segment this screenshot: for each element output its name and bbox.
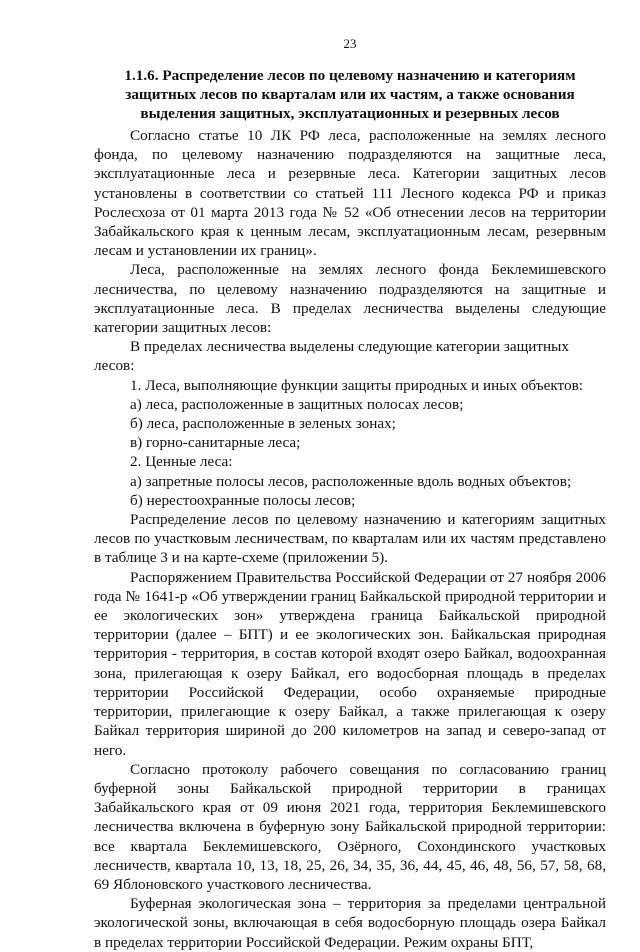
paragraph-distribution: Распределение лесов по целевому назначению и категориям защитных лесов по участковым лесничествам, по кварталам или их частям представлено в таблице 3 и на карте-схеме (приложении 5). [94,511,606,567]
page-number: 23 [343,36,357,51]
list-item: б) нерестоохранные полосы лесов; [130,491,356,509]
paragraph-government-order: Распоряжением Правительства Российской Федерации от 27 ноября 2006 года № 1641-р «Об утверждении границ Байкальской природной территории и ее экологических зон» утверждена граница Байкальской природной территории (далее – БПТ) и ее экологических зон. Байкальская природная территория - территория, в состав которой входят озеро Байкал, водоохранная зона, прилегающая к озеру Байкал, его водосборная площадь в пределах территории Российской Федерации, особо охраняемые природные территории, прилегающие к озеру Байкал, а также прилегающая к озеру Байкал территория шириной до 200 километров на запад и северо-запад от него. [94,568,606,759]
list-item: а) леса, расположенные в защитных полосах лесов; [130,395,464,413]
paragraph-buffer-zone-definition: Буферная экологическая зона – территория за пределами центральной экологической зоны, включающая в себя водосборную площадь озера Байкал в пределах территории Российской Федерации. Режим охраны БПТ, [94,895,606,951]
section-heading [94,66,606,123]
heading-line: 1.1.6. Распределение лесов по целевому назначению и категориям [124,67,576,84]
list-item: В пределах лесничества выделены следующие категории защитных лесов: [94,338,569,375]
list-item: 2. Ценные леса: [130,453,233,471]
paragraph-lk-article-10: Согласно статье 10 ЛК РФ леса, расположенные на землях лесного фонда, по целевому назначению подразделяются на защитные леса, эксплуатационные леса и резервные леса. Категории защитных лесов установлены в соответствии со статьей 111 Лесного кодекса РФ и приказ Рослесхоза от 01 марта 2013 года № 52 «Об отнесении лесов на территории Забайкальского края к ценным лесам, эксплуатационным лесам, резервным лесам и установлении их границ». [94,127,606,260]
paragraph-forest-division: Леса, расположенные на землях лесного фонда Беклемишевского лесничества, по целевому назначению подразделяются на защитные и эксплуатационные леса. В пределах лесничества выделены следующие категории защитных лесов: [94,261,606,337]
paragraph-buffer-zone-protocol: Согласно протоколу рабочего совещания по согласованию границ буферной зоны Байкальской природной территории в границах Забайкальского края от 09 июня 2021 года, территория Беклемишевского лесничества включена в буферную зону Байкальской природной территории: все квартала Беклемишевского, Озёрного, Сохондинского участковых лесничеств, квартала 10, 13, 18, 25, 26, 34, 35, 36, 44, 45, 46, 48, 56, 57, 58, 68, 69 Яблоновского участкового лесничества. [94,760,606,893]
heading-line: выделения защитных, эксплуатационных и резервных лесов [140,105,560,122]
list-item: в) горно-санитарные леса; [130,434,301,452]
list-item: а) запретные полосы лесов, расположенные вдоль водных объектов; [130,472,572,490]
heading-line: защитных лесов по кварталам или их частям, а также основания [125,86,575,103]
list-item: 1. Леса, выполняющие функции защиты природных и иных объектов: [130,376,583,394]
list-item: б) леса, расположенные в зеленых зонах; [130,415,396,433]
